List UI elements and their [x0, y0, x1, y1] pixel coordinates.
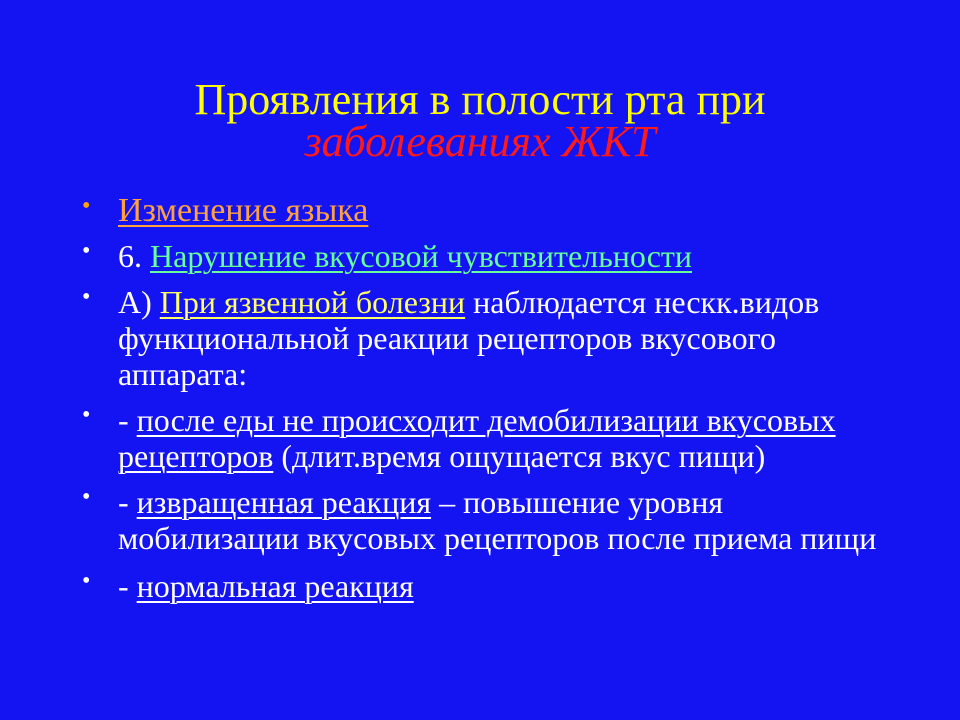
bullet-item-normal-reaction — [82, 568, 882, 604]
taste-disorder-link[interactable]: Нарушение вкусовой чувствительности — [150, 238, 693, 274]
bullet-dot-icon: • — [82, 284, 91, 310]
bullet-dot-icon: • — [82, 402, 91, 428]
tongue-change-link[interactable]: Изменение языка — [118, 192, 369, 229]
bullet-item-tongue-change — [82, 190, 882, 232]
bullet-dot-icon: • — [82, 484, 91, 510]
slide-title-line1: Проявления в полости рта при — [194, 75, 766, 124]
bullet-text: – повышение уровня мобилизации вкусовых рецепторов после приема пищи — [118, 484, 877, 556]
bullet-prefix: - — [118, 484, 137, 520]
slide-title — [0, 76, 960, 166]
bullet-item-perverted-reaction — [82, 484, 882, 556]
perverted-reaction-link[interactable]: извращенная реакция — [136, 484, 432, 520]
bullet-text: наблюдается нескк.видов функциональной реакции рецепторов вкусового аппарата: — [118, 284, 820, 392]
bullet-item-taste-disorder — [82, 238, 882, 274]
no-demobilization-link[interactable]: после еды не происходит демобилизации вкусовых рецепторов — [118, 402, 836, 474]
bullet-prefix: 6. — [118, 238, 150, 274]
bullet-item-no-demobilization — [82, 402, 882, 474]
slide-title-line2: заболеваниях ЖКТ — [304, 117, 656, 166]
bullet-dot-icon: • — [82, 568, 91, 594]
bullet-item-ulcer — [82, 284, 882, 392]
bullet-dot-icon: • — [82, 193, 91, 219]
ulcer-disease-link[interactable]: При язвенной болезни — [159, 284, 466, 320]
normal-reaction-link[interactable]: нормальная реакция — [136, 568, 414, 604]
bullet-dot-icon: • — [82, 238, 91, 264]
bullet-text: (длит.время ощущается вкус пищи) — [273, 438, 766, 474]
bullet-prefix: - — [118, 402, 137, 438]
bullet-prefix: А) — [118, 284, 160, 320]
bullet-list — [82, 190, 882, 604]
bullet-prefix: - — [118, 568, 137, 604]
